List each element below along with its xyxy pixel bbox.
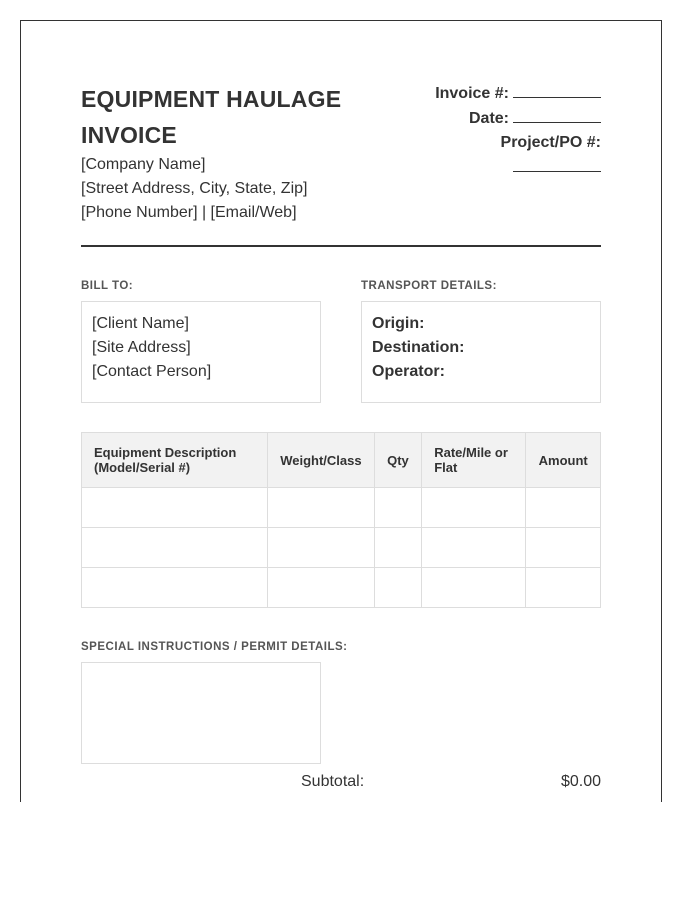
contact-person: [Contact Person] [92, 363, 212, 380]
table-cell[interactable] [422, 488, 526, 528]
invoice-page [20, 20, 662, 802]
destination-label: Destination: [372, 339, 465, 356]
project-field[interactable] [513, 155, 601, 172]
origin-label: Origin: [372, 315, 425, 332]
invoice-meta [381, 81, 601, 180]
table-cell[interactable] [82, 568, 268, 608]
invoice-number-row [381, 81, 601, 106]
transport-details-box [361, 301, 601, 403]
table-cell[interactable] [526, 488, 601, 528]
header-qty: Qty [374, 433, 422, 488]
table-cell[interactable] [374, 528, 422, 568]
table-cell[interactable] [374, 488, 422, 528]
date-row [381, 106, 601, 131]
special-instructions-label: SPECIAL INSTRUCTIONS / PERMIT DETAILS: [81, 641, 348, 653]
company-name: [Company Name] [81, 156, 206, 173]
date-field[interactable] [513, 106, 601, 123]
table-row [82, 568, 601, 608]
client-name: [Client Name] [92, 315, 189, 332]
title-line-2: INVOICE [81, 122, 177, 148]
table-cell[interactable] [374, 568, 422, 608]
header-weight-class: Weight/Class [268, 433, 375, 488]
table-row [82, 528, 601, 568]
site-address: [Site Address] [92, 339, 191, 356]
project-label: Project/PO #: [500, 134, 601, 151]
special-instructions-box[interactable] [81, 662, 321, 764]
invoice-number-label: Invoice #: [435, 85, 509, 102]
subtotal-label: Subtotal: [301, 773, 365, 790]
title-line-1: EQUIPMENT HAULAGE [81, 86, 342, 112]
transport-details-label: TRANSPORT DETAILS: [361, 280, 497, 292]
operator-label: Operator: [372, 363, 445, 380]
table-cell[interactable] [268, 568, 375, 608]
invoice-number-field[interactable] [513, 81, 601, 98]
company-info [81, 153, 381, 225]
header-rate: Rate/Mile or Flat [422, 433, 526, 488]
table-cell[interactable] [526, 568, 601, 608]
company-contact: [Phone Number] | [Email/Web] [81, 204, 297, 221]
items-table [81, 432, 601, 608]
company-address: [Street Address, City, State, Zip] [81, 180, 308, 197]
bill-to-box [81, 301, 321, 403]
header-divider [81, 245, 601, 247]
table-row [82, 488, 601, 528]
invoice-title [81, 81, 381, 153]
date-label: Date: [468, 110, 509, 127]
project-field-row [381, 155, 601, 180]
items-header-row [82, 433, 601, 488]
bill-to-label: BILL TO: [81, 280, 134, 292]
header-equipment-description: Equipment Description (Model/Serial #) [82, 433, 268, 488]
table-cell[interactable] [422, 528, 526, 568]
header-amount: Amount [526, 433, 601, 488]
table-cell[interactable] [82, 488, 268, 528]
table-cell[interactable] [268, 528, 375, 568]
table-cell[interactable] [526, 528, 601, 568]
project-row [381, 131, 601, 155]
table-cell[interactable] [82, 528, 268, 568]
table-cell[interactable] [422, 568, 526, 608]
table-cell[interactable] [268, 488, 375, 528]
subtotal-value: $0.00 [560, 773, 601, 790]
